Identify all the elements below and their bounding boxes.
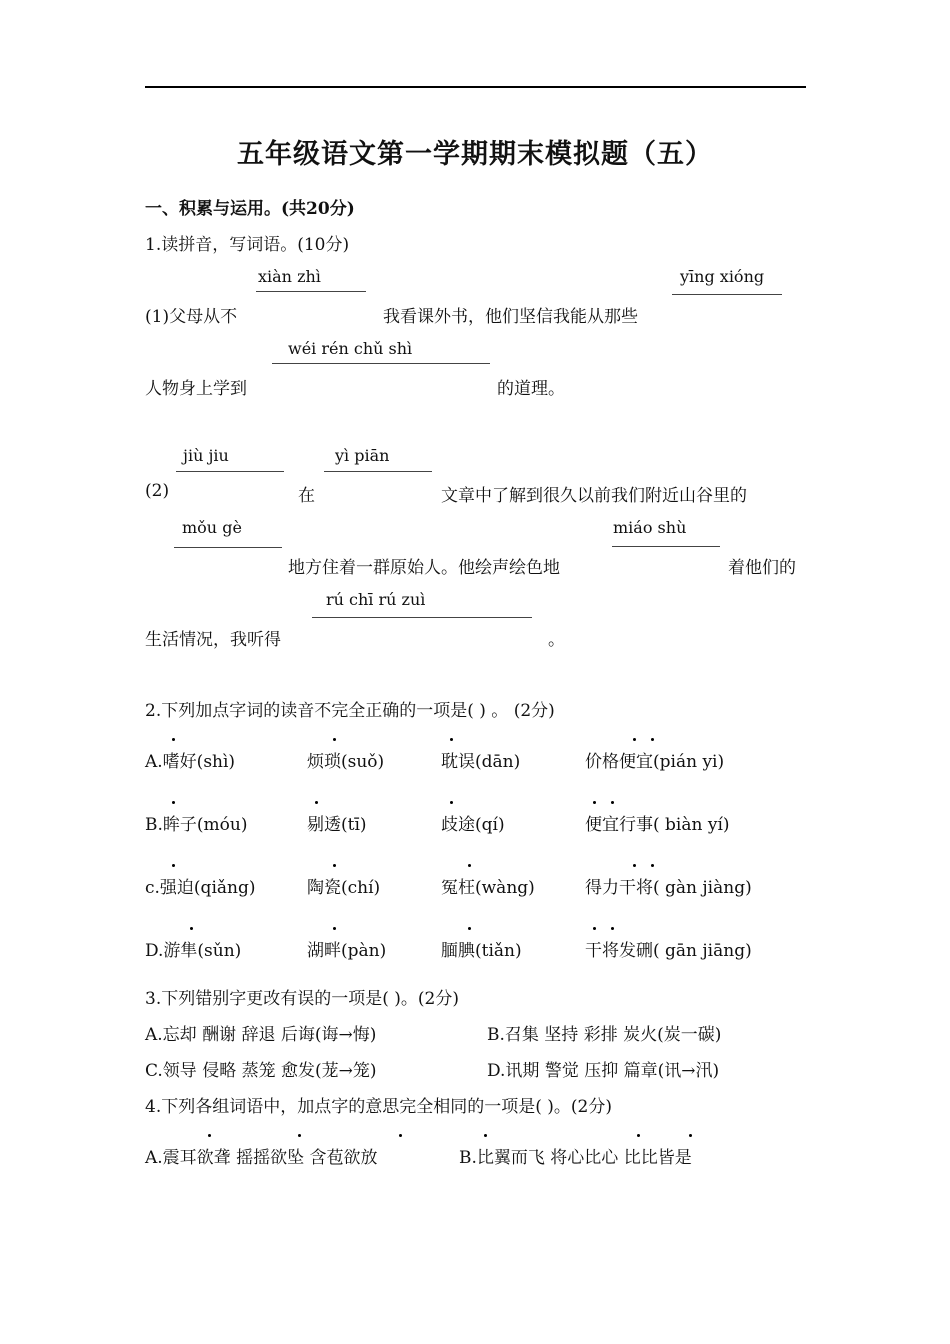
q2-option-a4: 价格便宜(pián yi) <box>585 752 725 772</box>
answer-blank[interactable] <box>312 617 532 618</box>
q2-option-c2: 陶瓷(chí) <box>307 878 381 898</box>
q1-text: 的道理。 <box>497 379 565 399</box>
q3-option-d[interactable]: D.讯期 警觉 压抑 篇章(讯→汛) <box>487 1061 720 1081</box>
emphasis-dot <box>611 801 614 804</box>
answer-blank[interactable] <box>174 547 282 548</box>
pinyin: wéi rén chǔ shì <box>288 339 413 358</box>
emphasis-dot <box>689 1134 692 1137</box>
q1-text: 在 <box>298 486 315 506</box>
q4-option-a[interactable]: A.震耳欲聋 摇摇欲坠 含苞欲放 <box>145 1148 378 1168</box>
q2-option-c3: 冤枉(wàng) <box>441 878 535 898</box>
q2-option-b2: 剔透(tī) <box>307 815 367 835</box>
q2-option-a2: 烦琐(suǒ) <box>307 752 385 772</box>
q1-text: 着他们的 <box>728 558 796 578</box>
q2-option-d1[interactable]: D.游隼(sǔn) <box>145 941 242 961</box>
answer-blank[interactable] <box>672 294 782 295</box>
q1-heading: 1.读拼音，写词语。(10分) <box>145 235 350 255</box>
pinyin: xiàn zhì <box>258 267 321 286</box>
pinyin: miáo shù <box>613 518 687 537</box>
emphasis-dot <box>333 927 336 930</box>
emphasis-dot <box>399 1134 402 1137</box>
emphasis-dot <box>450 801 453 804</box>
pinyin: jiù jiu <box>183 446 229 465</box>
answer-blank[interactable] <box>176 471 284 472</box>
q3-option-b[interactable]: B.召集 坚持 彩排 炭火(炭一碳) <box>487 1025 722 1045</box>
emphasis-dot <box>484 1134 487 1137</box>
q3-option-a[interactable]: A.忘却 酬谢 辞退 后诲(诲→悔) <box>145 1025 377 1045</box>
q2-option-d4: 干将发硎( gān jiāng) <box>585 941 752 961</box>
q1-text: (2) <box>145 481 170 501</box>
answer-blank[interactable] <box>272 363 490 364</box>
emphasis-dot <box>172 864 175 867</box>
emphasis-dot <box>637 1134 640 1137</box>
q4-heading: 4.下列各组词语中，加点字的意思完全相同的一项是( )。(2分) <box>145 1097 612 1117</box>
q1-text: 文章中了解到很久以前我们附近山谷里的 <box>441 486 747 506</box>
q2-option-a3: 耽误(dān) <box>441 752 521 772</box>
section-heading: 一、积累与运用。(共20分) <box>145 199 355 219</box>
pinyin: rú chī rú zuì <box>326 590 426 609</box>
q2-option-a1[interactable]: A.嗜好(shì) <box>145 752 236 772</box>
emphasis-dot <box>333 864 336 867</box>
header-rule <box>145 86 806 88</box>
emphasis-dot <box>208 1134 211 1137</box>
emphasis-dot <box>172 738 175 741</box>
emphasis-dot <box>633 738 636 741</box>
answer-blank[interactable] <box>256 291 366 292</box>
q2-option-b1[interactable]: B.眸子(móu) <box>145 815 248 835</box>
emphasis-dot <box>633 864 636 867</box>
emphasis-dot <box>651 738 654 741</box>
emphasis-dot <box>468 864 471 867</box>
answer-blank[interactable] <box>324 471 432 472</box>
pinyin: mǒu gè <box>182 518 242 537</box>
emphasis-dot <box>315 801 318 804</box>
q1-text: 生活情况，我听得 <box>145 630 281 650</box>
q2-option-c4: 得力干将( gàn jiàng) <box>585 878 752 898</box>
q2-option-d2: 湖畔(pàn) <box>307 941 387 961</box>
q2-option-d3: 腼腆(tiǎn) <box>441 941 522 961</box>
emphasis-dot <box>593 801 596 804</box>
pinyin: yīng xióng <box>680 267 765 286</box>
emphasis-dot <box>190 927 193 930</box>
pinyin: yì piān <box>335 446 390 465</box>
emphasis-dot <box>333 738 336 741</box>
q1-text: (1)父母从不 <box>145 307 238 327</box>
q2-heading: 2.下列加点字词的读音不完全正确的一项是( ) 。 (2分) <box>145 701 555 721</box>
emphasis-dot <box>468 927 471 930</box>
q3-heading: 3.下列错别字更改有误的一项是( )。(2分) <box>145 989 459 1009</box>
emphasis-dot <box>651 864 654 867</box>
q2-option-b3: 歧途(qí) <box>441 815 505 835</box>
q2-option-b4: 便宜行事( biàn yí) <box>585 815 730 835</box>
emphasis-dot <box>172 801 175 804</box>
q3-option-c[interactable]: C.领导 侵略 蒸笼 愈发(茏→笼) <box>145 1061 377 1081</box>
emphasis-dot <box>298 1134 301 1137</box>
q2-option-c1[interactable]: c.强迫(qiǎng) <box>145 878 256 898</box>
emphasis-dot <box>611 927 614 930</box>
q1-text: 地方住着一群原始人。他绘声绘色地 <box>288 558 560 578</box>
page-title: 五年级语文第一学期期末模拟题（五） <box>237 139 713 170</box>
emphasis-dot <box>593 927 596 930</box>
q1-text: 人物身上学到 <box>145 379 247 399</box>
q1-text: 我看课外书，他们坚信我能从那些 <box>383 307 638 327</box>
q4-option-b[interactable]: B.比翼而飞 将心比心 比比皆是 <box>459 1148 692 1168</box>
answer-blank[interactable] <box>612 546 720 547</box>
q1-text: 。 <box>548 630 565 650</box>
emphasis-dot <box>450 738 453 741</box>
